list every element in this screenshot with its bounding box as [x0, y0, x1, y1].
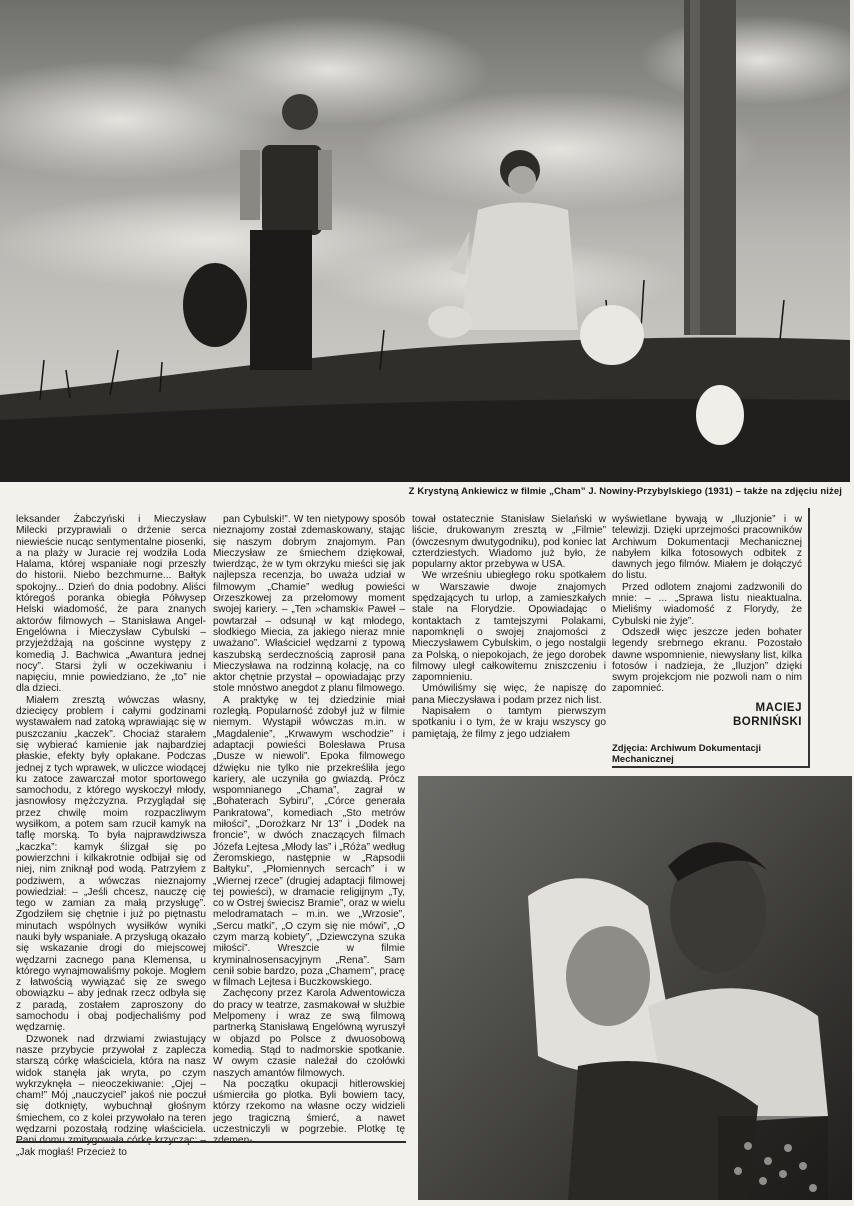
- author-first-name: MACIEJ: [755, 701, 802, 714]
- text-column-1: [16, 514, 206, 1158]
- paragraph: Przed odlotem znajomi zadzwonili do mnie: – ... „Sprawa listu nieaktualna. Mieliśmy wiadomość z Florydy, że Cybulski nie żyje”.: [612, 581, 802, 627]
- sidebar-rule-vertical: [808, 508, 810, 768]
- paragraph: leksander Żabczyński i Mieczysław Milecki przyprawiali o drżenie serca niewieście nucąc sentymentalne piosenki, a na plaży w Juracie rej wodziła Loda Halama, której wspaniałe nogi przeszły do historii. Niebo bezchmurne... Bałtyk spokojny... Dzień do dnia podobny. Aliści któregoś poranka obiegła Półwysep Helski wiadomość, że para znanych aktorów filmowych – Stanisława Angel-Engelówna i Mieczysław Cybulski – przyjeżdżają na gościnne występy z komedią J. Bachwica „Awantura jednej nocy”. Starsi żyli w oczekiwaniu i napięciu, mnie powiedziano, że „to” nie dla dzieci.: [16, 514, 206, 695]
- paragraph: pan Cybulski!”. W ten nietypowy sposób nieznajomy został zdemaskowany, stając się naszym dobrym znajomym. Pan Mieczysław ze śmiechem dziękował, twierdząc, że w tym okrzyku mieści się jak najlepsza recenzja, bo uważa udział w filmowym „Chamie” według powieści Orzeszkowej za przełomowy moment swojej kariery. – „Ten »chamski« Paweł – powtarzał – odsunął w kąt młodego, słodkiego Miecia, za jakiego nieraz mnie uważano”. Właściciel wędzarni z typową kaszubską serdecznością zaprosił pana Mieczysława na rodzinną kolację, na co aktor chętnie przystał – opowiadając przy stole mnóstwo anegdot z planu filmowego.: [213, 514, 405, 695]
- paragraph: Dzwonek nad drzwiami zwiastujący nasze przybycie przywołał z zaplecza starszą córkę właściciela, która na nasz widok stanęła jak wryta, po czym wykrzyknęła – nieoczekiwanie: „Ojej – cham!” Mój „nauczyciel” jakoś nie poczuł się dotknięty, wybuchnął głośnym śmiechem, co z kolei przywołało na teren wędzarni pozostałą rodzinę właściciela. „Jak mogłaś! Przecież to: [16, 1033, 206, 1158]
- text-column-3: [412, 514, 606, 776]
- bottom-rule: [16, 1141, 406, 1143]
- photo-caption-text: Z Krystyną Ankiewicz w filmie „Cham” J. Nowiny-Przybylskiego (1931) – także na zdjęciu niżej: [408, 486, 842, 497]
- paragraph: We wrześniu ubiegłego roku spotkałem w Warszawie dwoje znajomych spędzających tu urlop, a zamieszkałych stale na Florydzie. Opowiadając o kontaktach z tamtejszymi Polakami, napomknęli o swojej znajomości z Mieczysławem Cybulskim, o jego nostalgii za Polską, o niepokojach, że jego dorobek filmowy uległ całkowitemu zniszczeniu i zapomnieniu.: [412, 570, 606, 684]
- text-column-4: [612, 514, 802, 776]
- paragraph: Odszedł więc jeszcze jeden bohater legendy srebrnego ekranu. Pozostało dawne wspomnienie, niewysłany list, kilka fotosów i nadzieja, że „Iluzjon” dzięki swym projekcjom nie pozwoli nam o nim zapomnieć.: [612, 626, 802, 695]
- paragraph: Umówiliśmy się więc, że napiszę do pana Mieczysława i podam przez nich list.: [412, 683, 606, 706]
- paragraph: wyświetlane bywają w „Iluzjonie” i w telewizji. Dzięki uprzejmości pracowników Archiwum Dokumentacji Mechanicznej nabyłem kilka fotosowych odbitek z dawnych jego filmów. Miałem je dołączyć do listu.: [612, 514, 802, 582]
- film-still-field-scene: [0, 0, 850, 482]
- paragraph: A praktykę w tej dziedzinie miał rozległą. Popularność zdobył już w filmie niemym. Wystąpił wówczas m.in. w „Magdalenie”, „Krwawym wschodzie” i adaptacji powieści Bolesława Prusa „Dusze w niewoli”. Epoka filmowego dźwięku nie tylko nie przekreśliła jego kariery, ale uczyniła go gwiazdą. Prócz wspomnianego „Chama”, zagrał w „Bohaterach Sybiru”, „Córce generała Pankratowa”, komediach „Sto metrów miłości”, „Dorożkarz Nr 13” i „Dodek na froncie”, w dwóch znaczących filmach Józefa Lejtesa „Młody las” i „Róża” według Żeromskiego, następnie w „Rapsodii Bałtyku”, „Płomiennych sercach” i w „Wiernej rzece” (drugiej adaptacji filmowej tej powieści), w dramacie religijnym „Ty, co w Ostrej świecisz Bramie”, oraz w wielu melodramatach – m.in. we „Wrzosie”, „Sercu matki”, „O czym się nie mówi”, „O czym marzą kobiety”, „Dziewczyna szuka miłości”. Wreszcie w filmie kryminalnosensacyjnym „Rena”. Sam cenił sobie bardzo, poza „Chamem”, pracę w filmach Lejtesa i Buczkowskiego.: [213, 694, 405, 989]
- text-column-2: [213, 514, 405, 1146]
- paragraph: Miałem zresztą wówczas własny, dziecięcy problem i całymi godzinami wystawałem nad zatoką wprawiając się w puszczaniu „kaczek”. Chociaż starałem się wybierać kamienie jak najbardziej płaskie, efekty były opłakane. Podczas jednej z tych wprawek, w uliczce wiodącej ku zatoce zawarczał motor sportowego samochodu, z którego wyskoczył młody, jasnowłosy mężczyzna. Przyglądał się przez chwilę moim rozpaczliwym wysiłkom, a potem sam rzucił kamyk na taflę morską. To była najprawdziwsza „kaczka”: kamyk ślizgał się po powierzchni i kilkakrotnie odbijał się od niej, nim zniknął pod wodą. Patrzyłem z podziwem, a wówczas nieznajomy powiedział: – „Jeśli chcesz, nauczę cię tego w zamian za małą przysługę”. Zgodziłem się chętnie i już po piętnastu minutach wspólnych wysiłków wyniki nauki były wspaniałe. A przysługą okazało się wskazanie drogi do miejscowej wędzarni zacnego pana Klemensa, u którego wynajmowaliśmy pokoje. Mogłem z łatwością wywiązać się ze swego obowiązku – aby jednak rzecz odbyła się z paradą, zostałem zaproszony do samochodu i obaj podjechaliśmy pod wędzarnię.: [16, 694, 206, 1034]
- paragraph: Zachęcony przez Karola Adwentowicza do pracy w teatrze, zasmakował w służbie Melpomeny i wraz ze swą filmową partnerką Stanisławą Engelówną wyruszył w objazd po Polsce z dwuosobową komedią. Stąd to nadmorskie spotkanie. W owym czasie należał do czołówki naszych amantów filmowych.: [213, 988, 405, 1079]
- author-byline: [612, 701, 802, 729]
- photo-top-film-still: [0, 0, 850, 482]
- sidebar-rule-horizontal: [612, 766, 808, 768]
- author-last-name: BORNIŃSKI: [732, 715, 802, 728]
- paragraph: Na początku okupacji hitlerowskiej uśmierciła go plotka. Byli bowiem tacy, którzy rzekomo na własne oczy widzieli jego tragiczną śmierć, a nawet uczestniczyli w pogrzebie. Plotkę tę: [213, 1078, 405, 1136]
- photo-credit: Zdjęcia: Archiwum Dokumentacji Mechanicznej: [612, 742, 762, 765]
- photo-caption: [0, 486, 850, 504]
- photo-bottom-film-still: [418, 776, 852, 1200]
- paragraph: Napisałem o tamtym pierwszym spotkaniu i o tym, że w kraju wszyscy go pamiętają, że filmy z jego udziałem: [412, 706, 606, 740]
- film-still-embrace: [418, 776, 852, 1200]
- paragraph: tował ostatecznie Stanisław Sielański w liście, drukowanym zresztą w „Filmie” (ówczesnym dwutygodniku), pod koniec lat czterdziestych. Wiadomo już było, że popularny aktor przebywa w USA.: [412, 514, 606, 571]
